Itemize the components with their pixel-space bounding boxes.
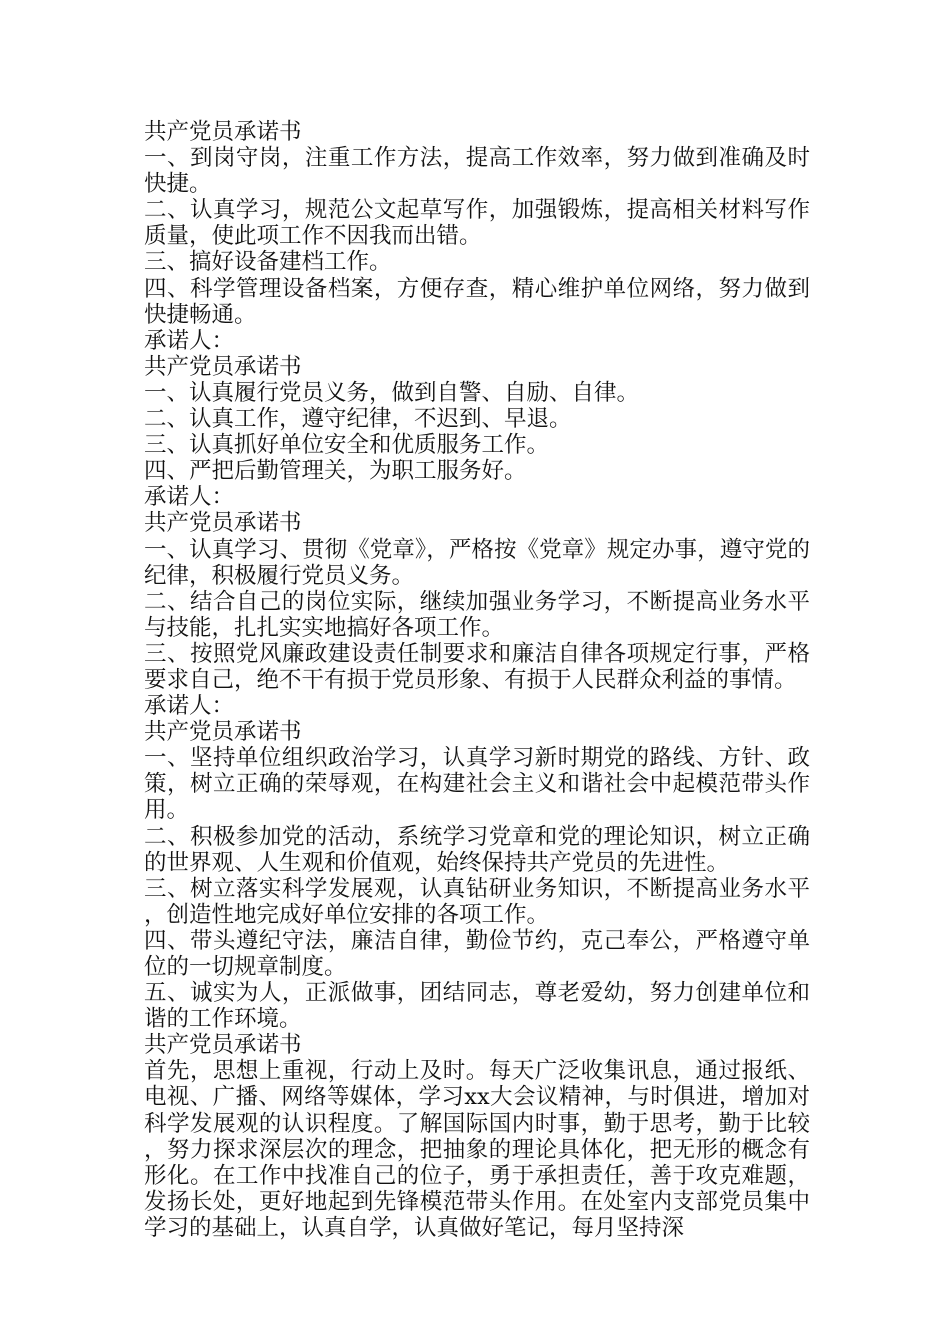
pledge-4-item-3: 三、树立落实科学发展观，认真钻研业务知识，不断提高业务水平，创造性地完成好单位安排的各项工作。	[144, 875, 810, 928]
pledge-4-item-1: 一、坚持单位组织政治学习，认真学习新时期党的路线、方针、政策，树立正确的荣辱观，在构建社会主义和谐社会中起模范带头作用。	[144, 745, 810, 824]
pledge-1-item-4: 四、科学管理设备档案，方便存查，精心维护单位网络，努力做到快捷畅通。	[144, 275, 810, 328]
pledge-1-item-2: 二、认真学习，规范公文起草写作，加强锻炼，提高相关材料写作质量，使此项工作不因我而出错。	[144, 197, 810, 250]
pledge-4-item-5: 五、诚实为人，正派做事，团结同志，尊老爱幼，努力创建单位和谐的工作环境。	[144, 980, 810, 1033]
pledge-1-item-3: 三、搞好设备建档工作。	[144, 249, 392, 276]
pledge-5-body: 首先，思想上重视，行动上及时。每天广泛收集讯息，通过报纸、电视、广播、网络等媒体，学习xx大会议精神，与时俱进，增加对科学发展观的认识程度。了解国际国内时事，勤于思考，勤于比较，努力探求深层次的理念，把抽象的理论具体化，把无形的概念有形化。在工作中找准自己的位子，勇于承担责任，善于攻克难题，发扬长处，更好地起到先锋模范带头作用。在处室内支部党员集中学习的基础上，认真自学，认真做好笔记，每月坚持深	[144, 1058, 810, 1241]
pledge-2-item-1: 一、认真履行党员义务，做到自警、自励、自律。	[144, 379, 640, 406]
heading-pledge-3: 共产党员承诺书	[144, 510, 302, 537]
heading-pledge-2: 共产党员承诺书	[144, 353, 302, 380]
pledge-3-item-2: 二、结合自己的岗位实际，继续加强业务学习，不断提高业务水平与技能，扎扎实实地搞好各项工作。	[144, 588, 810, 641]
signature-line-1: 承诺人：	[144, 327, 235, 354]
signature-line-2: 承诺人：	[144, 484, 235, 511]
heading-pledge-5: 共产党员承诺书	[144, 1032, 302, 1059]
heading-pledge-1: 共产党员承诺书	[144, 119, 302, 145]
pledge-3-item-1: 一、认真学习、贯彻《党章》，严格按《党章》规定办事，遵守党的纪律，积极履行党员义务。	[144, 536, 810, 589]
pledge-1-item-1: 一、到岗守岗，注重工作方法，提高工作效率，努力做到准确及时快捷。	[144, 145, 810, 198]
pledge-2-item-2: 二、认真工作，遵守纪律，不迟到、早退。	[144, 406, 572, 433]
pledge-4-item-4: 四、带头遵纪守法，廉洁自律，勤俭节约，克己奉公，严格遵守单位的一切规章制度。	[144, 927, 810, 980]
pledge-3-item-3: 三、按照党风廉政建设责任制要求和廉洁自律各项规定行事，严格要求自己，绝不干有损于党员形象、有损于人民群众利益的事情。	[144, 640, 810, 693]
pledge-2-item-3: 三、认真抓好单位安全和优质服务工作。	[144, 432, 550, 459]
pledge-2-item-4: 四、严把后勤管理关，为职工服务好。	[144, 458, 527, 485]
pledge-4-item-2: 二、积极参加党的活动，系统学习党章和党的理论知识，树立正确的世界观、人生观和价值观，始终保持共产党员的先进性。	[144, 823, 810, 876]
heading-pledge-4: 共产党员承诺书	[144, 719, 302, 746]
document-body	[144, 119, 810, 1241]
signature-line-3: 承诺人：	[144, 693, 235, 720]
